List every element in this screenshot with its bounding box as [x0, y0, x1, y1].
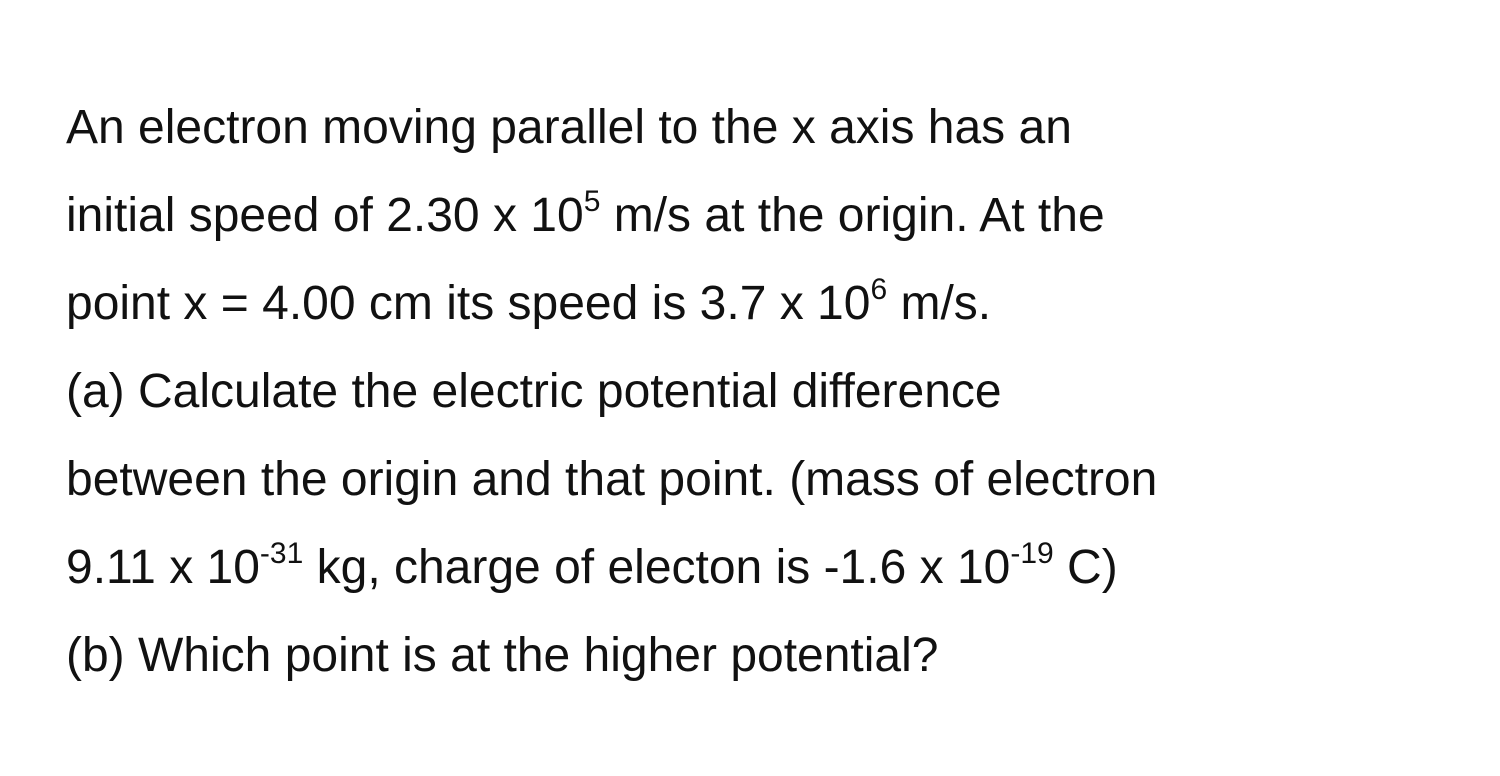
initial-speed-text: initial speed of 2.30 x 10 — [66, 189, 584, 242]
part-a-question: (a) Calculate the electric potential difference — [66, 365, 1002, 418]
intro-line-2 — [66, 172, 1476, 260]
exponent: -31 — [259, 537, 304, 570]
part-a-text: between the origin and that point. (mass of electron — [66, 453, 1158, 506]
intro-line-1 — [66, 84, 1476, 172]
electron-mass-text: 9.11 x 10 — [66, 541, 260, 594]
intro-text: An electron moving parallel to the x axis has an — [66, 101, 1072, 154]
electron-charge-text: kg, charge of electon is -1.6 x 10 — [303, 541, 1011, 594]
part-a-line-2 — [66, 436, 1476, 524]
part-a-text: C) — [1053, 541, 1118, 594]
part-b-question: (b) Which point is at the higher potential? — [66, 629, 939, 682]
exponent: 6 — [870, 273, 888, 306]
intro-text: m/s. — [887, 277, 992, 330]
part-b-line-1 — [66, 612, 1476, 700]
intro-line-3 — [66, 260, 1476, 348]
part-a-line-3 — [66, 524, 1476, 612]
intro-text: m/s at the origin. At the — [600, 189, 1105, 242]
final-speed-text: point x = 4.00 cm its speed is 3.7 x 10 — [66, 277, 871, 330]
problem-text — [66, 84, 1476, 700]
exponent: 5 — [583, 185, 601, 218]
exponent: -19 — [1010, 537, 1054, 570]
part-a-line-1 — [66, 348, 1476, 436]
